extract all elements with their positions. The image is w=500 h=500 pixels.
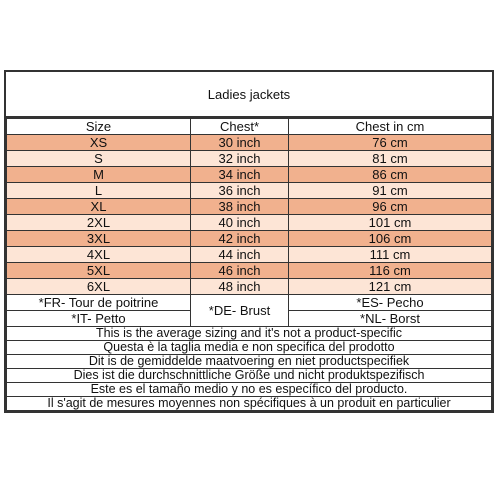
translation-fr: *FR- Tour de poitrine — [7, 295, 191, 311]
note-text: Questa è la taglia media e non specifica del prodotto — [7, 341, 492, 355]
size-cell: L — [7, 183, 191, 199]
chest-cm-cell: 106 cm — [289, 231, 492, 247]
size-cell: M — [7, 167, 191, 183]
table-row — [7, 135, 492, 151]
chest-inch-cell: 44 inch — [191, 247, 289, 263]
note-row — [7, 341, 492, 355]
chest-inch-cell: 34 inch — [191, 167, 289, 183]
size-cell: 5XL — [7, 263, 191, 279]
chest-inch-cell: 36 inch — [191, 183, 289, 199]
size-cell: 2XL — [7, 215, 191, 231]
table-row — [7, 215, 492, 231]
size-chart — [4, 70, 494, 413]
table-row — [7, 263, 492, 279]
size-cell: XS — [7, 135, 191, 151]
chest-cm-cell: 116 cm — [289, 263, 492, 279]
chest-cm-cell: 91 cm — [289, 183, 492, 199]
table-row — [7, 151, 492, 167]
note-row — [7, 383, 492, 397]
table-row — [7, 247, 492, 263]
note-row — [7, 355, 492, 369]
chest-cm-cell: 121 cm — [289, 279, 492, 295]
note-row — [7, 327, 492, 341]
size-cell: 3XL — [7, 231, 191, 247]
chest-cm-cell: 96 cm — [289, 199, 492, 215]
translation-it: *IT- Petto — [7, 311, 191, 327]
chest-cm-cell: 111 cm — [289, 247, 492, 263]
header-size: Size — [7, 119, 191, 135]
table-row — [7, 199, 492, 215]
table-row — [7, 279, 492, 295]
size-cell: S — [7, 151, 191, 167]
chest-cm-cell: 76 cm — [289, 135, 492, 151]
size-cell: 4XL — [7, 247, 191, 263]
note-text: Dies ist die durchschnittliche Größe und nicht produktspezifisch — [7, 369, 492, 383]
table-row — [7, 167, 492, 183]
translation-es: *ES- Pecho — [289, 295, 492, 311]
header-chest-cm: Chest in cm — [289, 119, 492, 135]
size-table — [6, 118, 492, 411]
translation-row-1 — [7, 295, 492, 311]
size-cell: 6XL — [7, 279, 191, 295]
chest-cm-cell: 101 cm — [289, 215, 492, 231]
chest-cm-cell: 81 cm — [289, 151, 492, 167]
note-row — [7, 397, 492, 411]
note-text: This is the average sizing and it's not a product-specific — [7, 327, 492, 341]
chest-inch-cell: 42 inch — [191, 231, 289, 247]
note-text: Este es el tamaño medio y no es específico del producto. — [7, 383, 492, 397]
table-row — [7, 183, 492, 199]
header-chest: Chest* — [191, 119, 289, 135]
chest-inch-cell: 46 inch — [191, 263, 289, 279]
translation-de: *DE- Brust — [191, 295, 289, 327]
chest-inch-cell: 32 inch — [191, 151, 289, 167]
translation-nl: *NL- Borst — [289, 311, 492, 327]
chest-inch-cell: 38 inch — [191, 199, 289, 215]
chart-title: Ladies jackets — [6, 72, 492, 118]
chest-inch-cell: 40 inch — [191, 215, 289, 231]
size-cell: XL — [7, 199, 191, 215]
header-row — [7, 119, 492, 135]
note-text: Il s'agit de mesures moyennes non spécifiques à un produit en particulier — [7, 397, 492, 411]
note-text: Dit is de gemiddelde maatvoering en niet productspecifiek — [7, 355, 492, 369]
chest-cm-cell: 86 cm — [289, 167, 492, 183]
note-row — [7, 369, 492, 383]
table-row — [7, 231, 492, 247]
chest-inch-cell: 30 inch — [191, 135, 289, 151]
chest-inch-cell: 48 inch — [191, 279, 289, 295]
